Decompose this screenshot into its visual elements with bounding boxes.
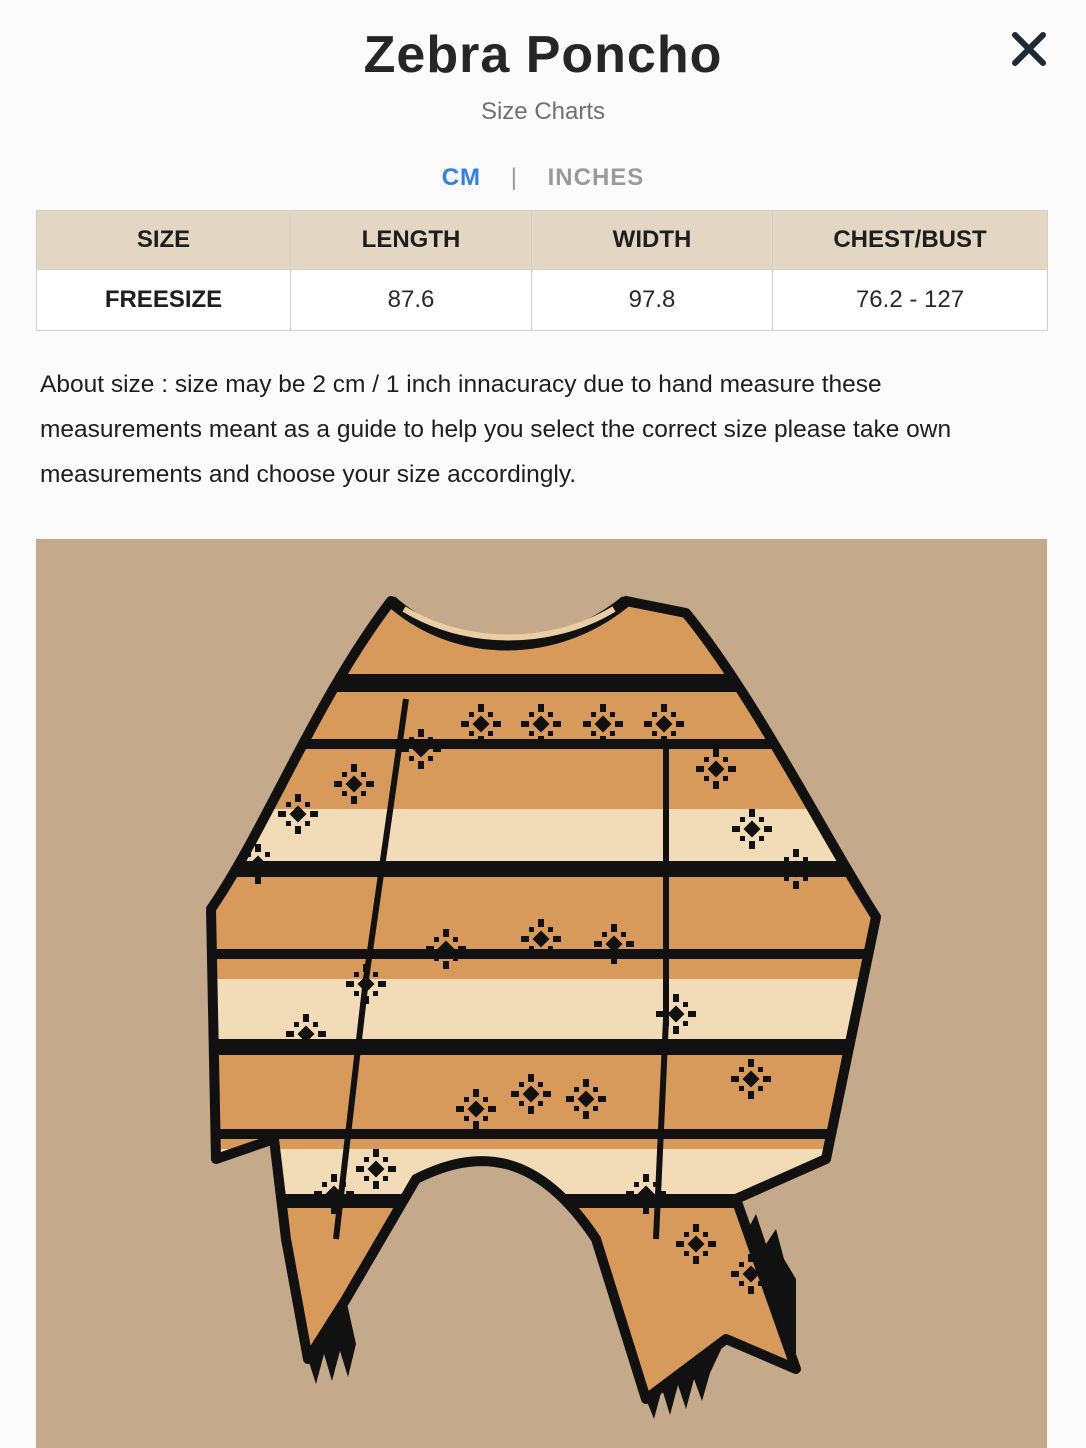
cell-width: 97.8 [532, 270, 773, 331]
size-note: About size : size may be 2 cm / 1 inch innacuracy due to hand measure these measurements meant as a guide to help you select the correct size please take own measurements and choose your size accordingly. [40, 371, 952, 488]
header-length: LENGTH [291, 211, 532, 270]
table-header-row [37, 211, 1048, 270]
unit-toggle [0, 160, 1086, 196]
poncho-illustration [36, 539, 1047, 1448]
cell-chest-bust: 76.2 - 127 [773, 270, 1048, 331]
close-icon [1004, 24, 1054, 74]
cell-size: FREESIZE [37, 270, 291, 331]
header-size: SIZE [37, 211, 291, 270]
size-charts-subtitle: Size Charts [480, 98, 606, 125]
header-width: WIDTH [532, 211, 773, 270]
cell-length: 87.6 [291, 270, 532, 331]
size-table [36, 210, 1048, 331]
product-title: Zebra Poncho [363, 26, 723, 84]
product-image [36, 539, 1047, 1448]
unit-inches-tab[interactable]: INCHES [547, 164, 645, 191]
close-button[interactable] [1004, 24, 1054, 74]
header-chest-bust: CHEST/BUST [773, 211, 1048, 270]
table-row [37, 270, 1048, 331]
unit-cm-tab[interactable]: CM [441, 164, 482, 191]
unit-separator: | [510, 164, 518, 191]
